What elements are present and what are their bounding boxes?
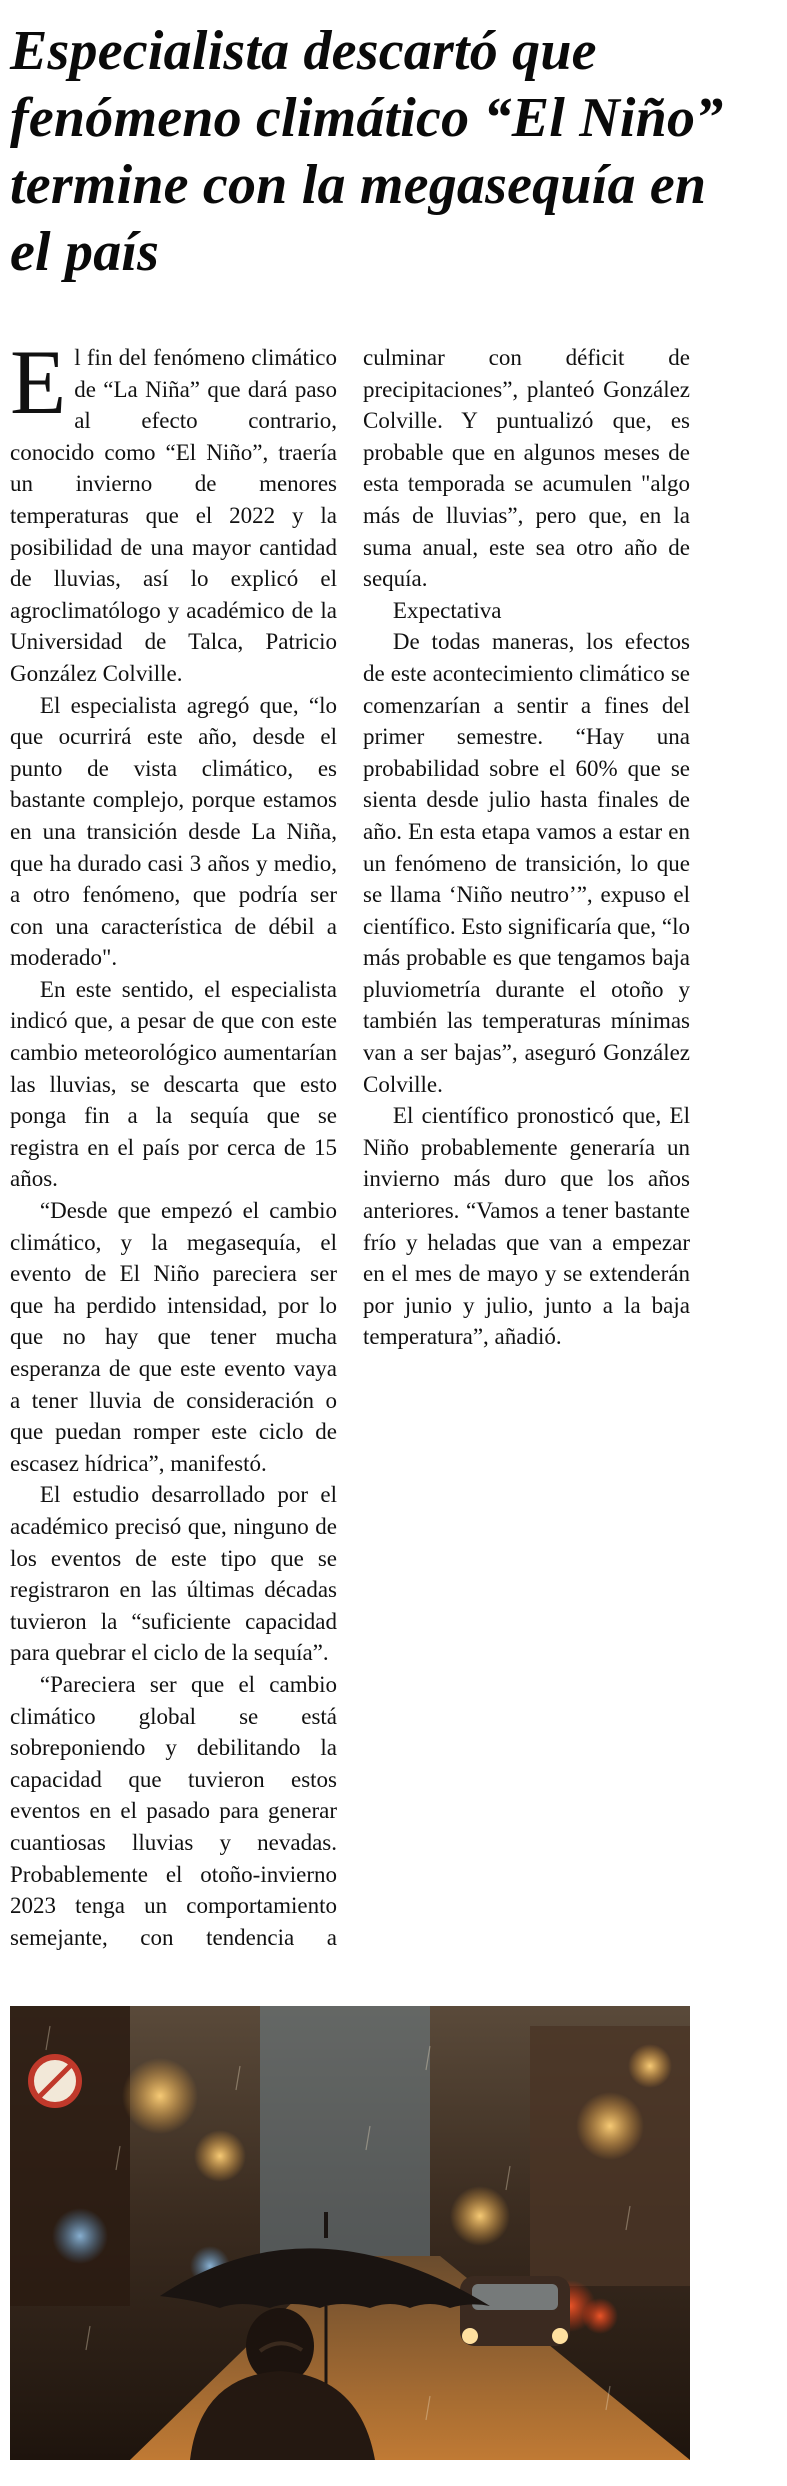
paragraph-3: En este sentido, el especialista indicó que, a pesar de que con este cambio meteorológico aumentarían las lluvias, se descarta que esto ponga fin a la sequía que se registra en el país por cerca de 15 años. [10,976,337,1192]
paragraph-7: De todas maneras, los efectos de este acontecimiento climático se comenzarían a sentir a fines del primer semestre. “Hay una probabilidad sobre el 60% que se sienta desde julio hasta finales de año. En esta etapa vamos a estar en un fenómeno de transición, lo que se llama ‘Niño neutro’”, expuso el científico. Esto significaría que, “lo más probable es que tengamos baja pluviometría durante el otoño y también las temperaturas mínimas van a ser bajas”, aseguró González Colville. [363,629,690,1097]
subhead-expectativa: Expectativa [392,597,502,623]
article-body [10,331,690,1982]
headline: Especialista descartó que fenómeno climático “El Niño” termine con la megasequía en el país [10,20,724,283]
paragraph-5: El estudio desarrollado por el académico precisó que, ninguno de los eventos de este tipo que se registraron en las últimas décadas tuvieron la “suficiente capacidad para quebrar el ciclo de la sequía”. [10,1482,337,1666]
paragraph-8: El científico pronosticó que, El Niño probablemente generaría un invierno más duro que los años anteriores. “Vamos a tener bastante frío y heladas que van a empezar en el mes de mayo y se extenderán por junio y julio, junto a la baja temperatura”, añadió. [363,1103,690,1350]
paragraph-4: “Desde que empezó el cambio climático, y la megasequía, el evento de El Niño pareciera ser que ha perdido intensidad, por lo que no hay que tener mucha esperanza de que este evento vaya a tener lluvia de consideración o que puedan romper este ciclo de escasez hídrica”, manifestó. [10,1198,337,1476]
paragraph-1-text: l fin del fenómeno climático de “La Niña” que dará paso al efecto contrario, conocido como “El Niño”, traería un invierno de menores temperaturas que el 2022 y la posibilidad de una mayor cantidad de lluvias, así lo explicó el agroclimatólogo y académico de la Universidad de Talca, Patricio González Colville. [10,345,337,686]
drop-cap: E [10,331,67,433]
paragraph-1 [10,331,337,690]
paragraph-2: El especialista agregó que, “lo que ocurrirá este año, desde el punto de vista climático, es bastante complejo, porque estamos en una transición desde La Niña, que ha durado casi 3 años y medio, a otro fenómeno, que podría ser con una característica de débil a moderado". [10,692,337,971]
photo-illustration [10,2006,690,2460]
rainy-street-photo [10,2006,690,2460]
paragraph-6: “Pareciera ser que el cambio climático global se está sobreponiendo y debilitando la capacidad que tuvieron estos eventos en el pasado para generar cuantiosas lluvias y nevadas. Probablemente el otoño-invierno 2023 tenga un comportamiento semejante, con tendencia a culminar con déficit de precipitaciones”, planteó González Colville. Y puntualizó que, es probable que en algunos meses de esta temporada se acumulen "algo más de lluvias”, pero que, en la suma anual, este sea otro año de sequía. [10,345,690,1950]
